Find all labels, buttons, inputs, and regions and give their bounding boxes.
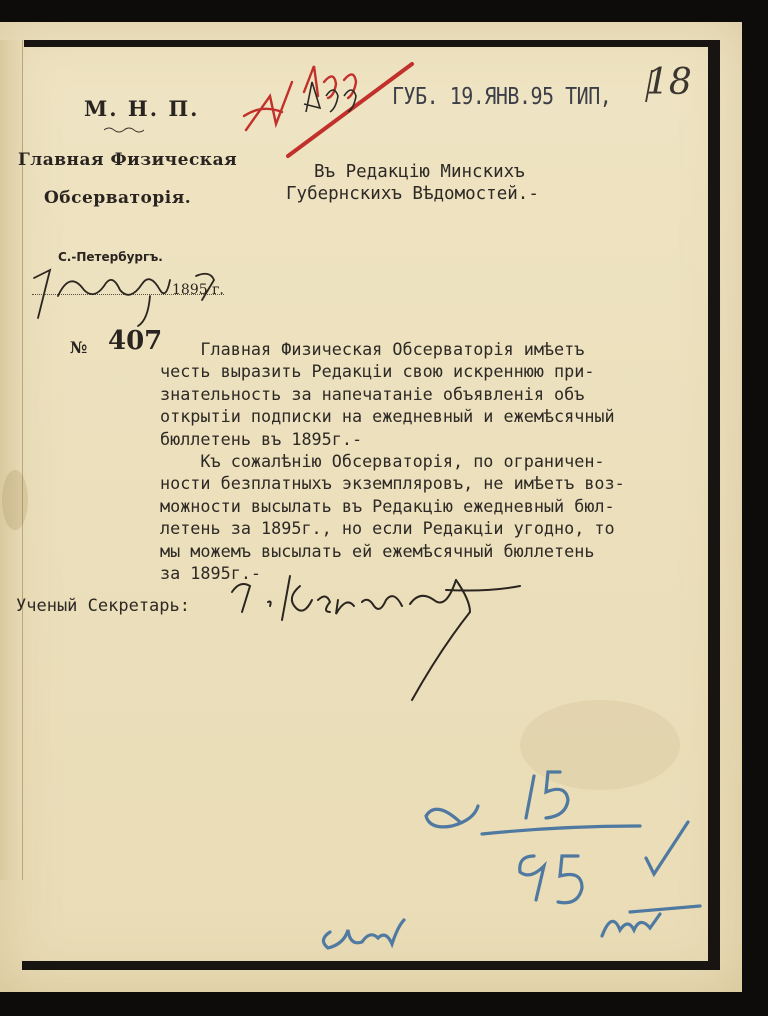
institution-name-line2: Обсерваторія. [44, 188, 192, 208]
addressee-line1: Въ Редакцію Минскихъ [314, 162, 525, 182]
date-year: 1895 г. [172, 282, 224, 298]
ministry-abbreviation: М. Н. П. [84, 96, 200, 121]
signature-scrawl [232, 576, 520, 700]
body-line: можности высылать въ Редакцію ежедневный бюл- [160, 495, 615, 516]
body-line: бюллетень въ 1895г.- [160, 428, 363, 449]
body-line: открытіи подписки на ежедневный и ежемѣсячный [160, 406, 615, 427]
document-number: 407 [108, 326, 163, 356]
body-line: честь выразить Редакціи свою искреннюю при- [160, 361, 595, 382]
blue-pencil-fraction [323, 772, 700, 948]
number-symbol: № [70, 338, 88, 357]
city-name: С.-Петербургъ. [58, 250, 163, 264]
received-stamp: ГУБ. 19.ЯНВ.95 ТИП, [392, 82, 612, 110]
addressee-line2: Губернскихъ Вѣдомостей.- [286, 184, 539, 204]
sheet-number: 18 [646, 62, 692, 103]
body-line: знательность за напечатаніе объявленія объ [160, 383, 585, 404]
body-line: ности безплатныхъ экземпляровъ, не имѣетъ воз- [160, 473, 625, 494]
body-line: за 1895г.- [160, 562, 262, 583]
body-line: Къ сожалѣнію Обсерваторія, по ограничен- [160, 450, 605, 471]
body-line: Главная Физическая Обсерваторія имѣетъ [160, 339, 585, 359]
institution-name-line1: Главная Физическая [18, 150, 238, 170]
signature-label: Ученый Секретарь: [16, 596, 190, 616]
handwritten-date [34, 270, 214, 326]
body-line: мы можемъ высылать ей ежемѣсячный бюллетень [160, 540, 595, 561]
body-line: летень за 1895г., но если Редакціи угодно, то [160, 518, 615, 539]
red-ink-number [244, 64, 412, 156]
